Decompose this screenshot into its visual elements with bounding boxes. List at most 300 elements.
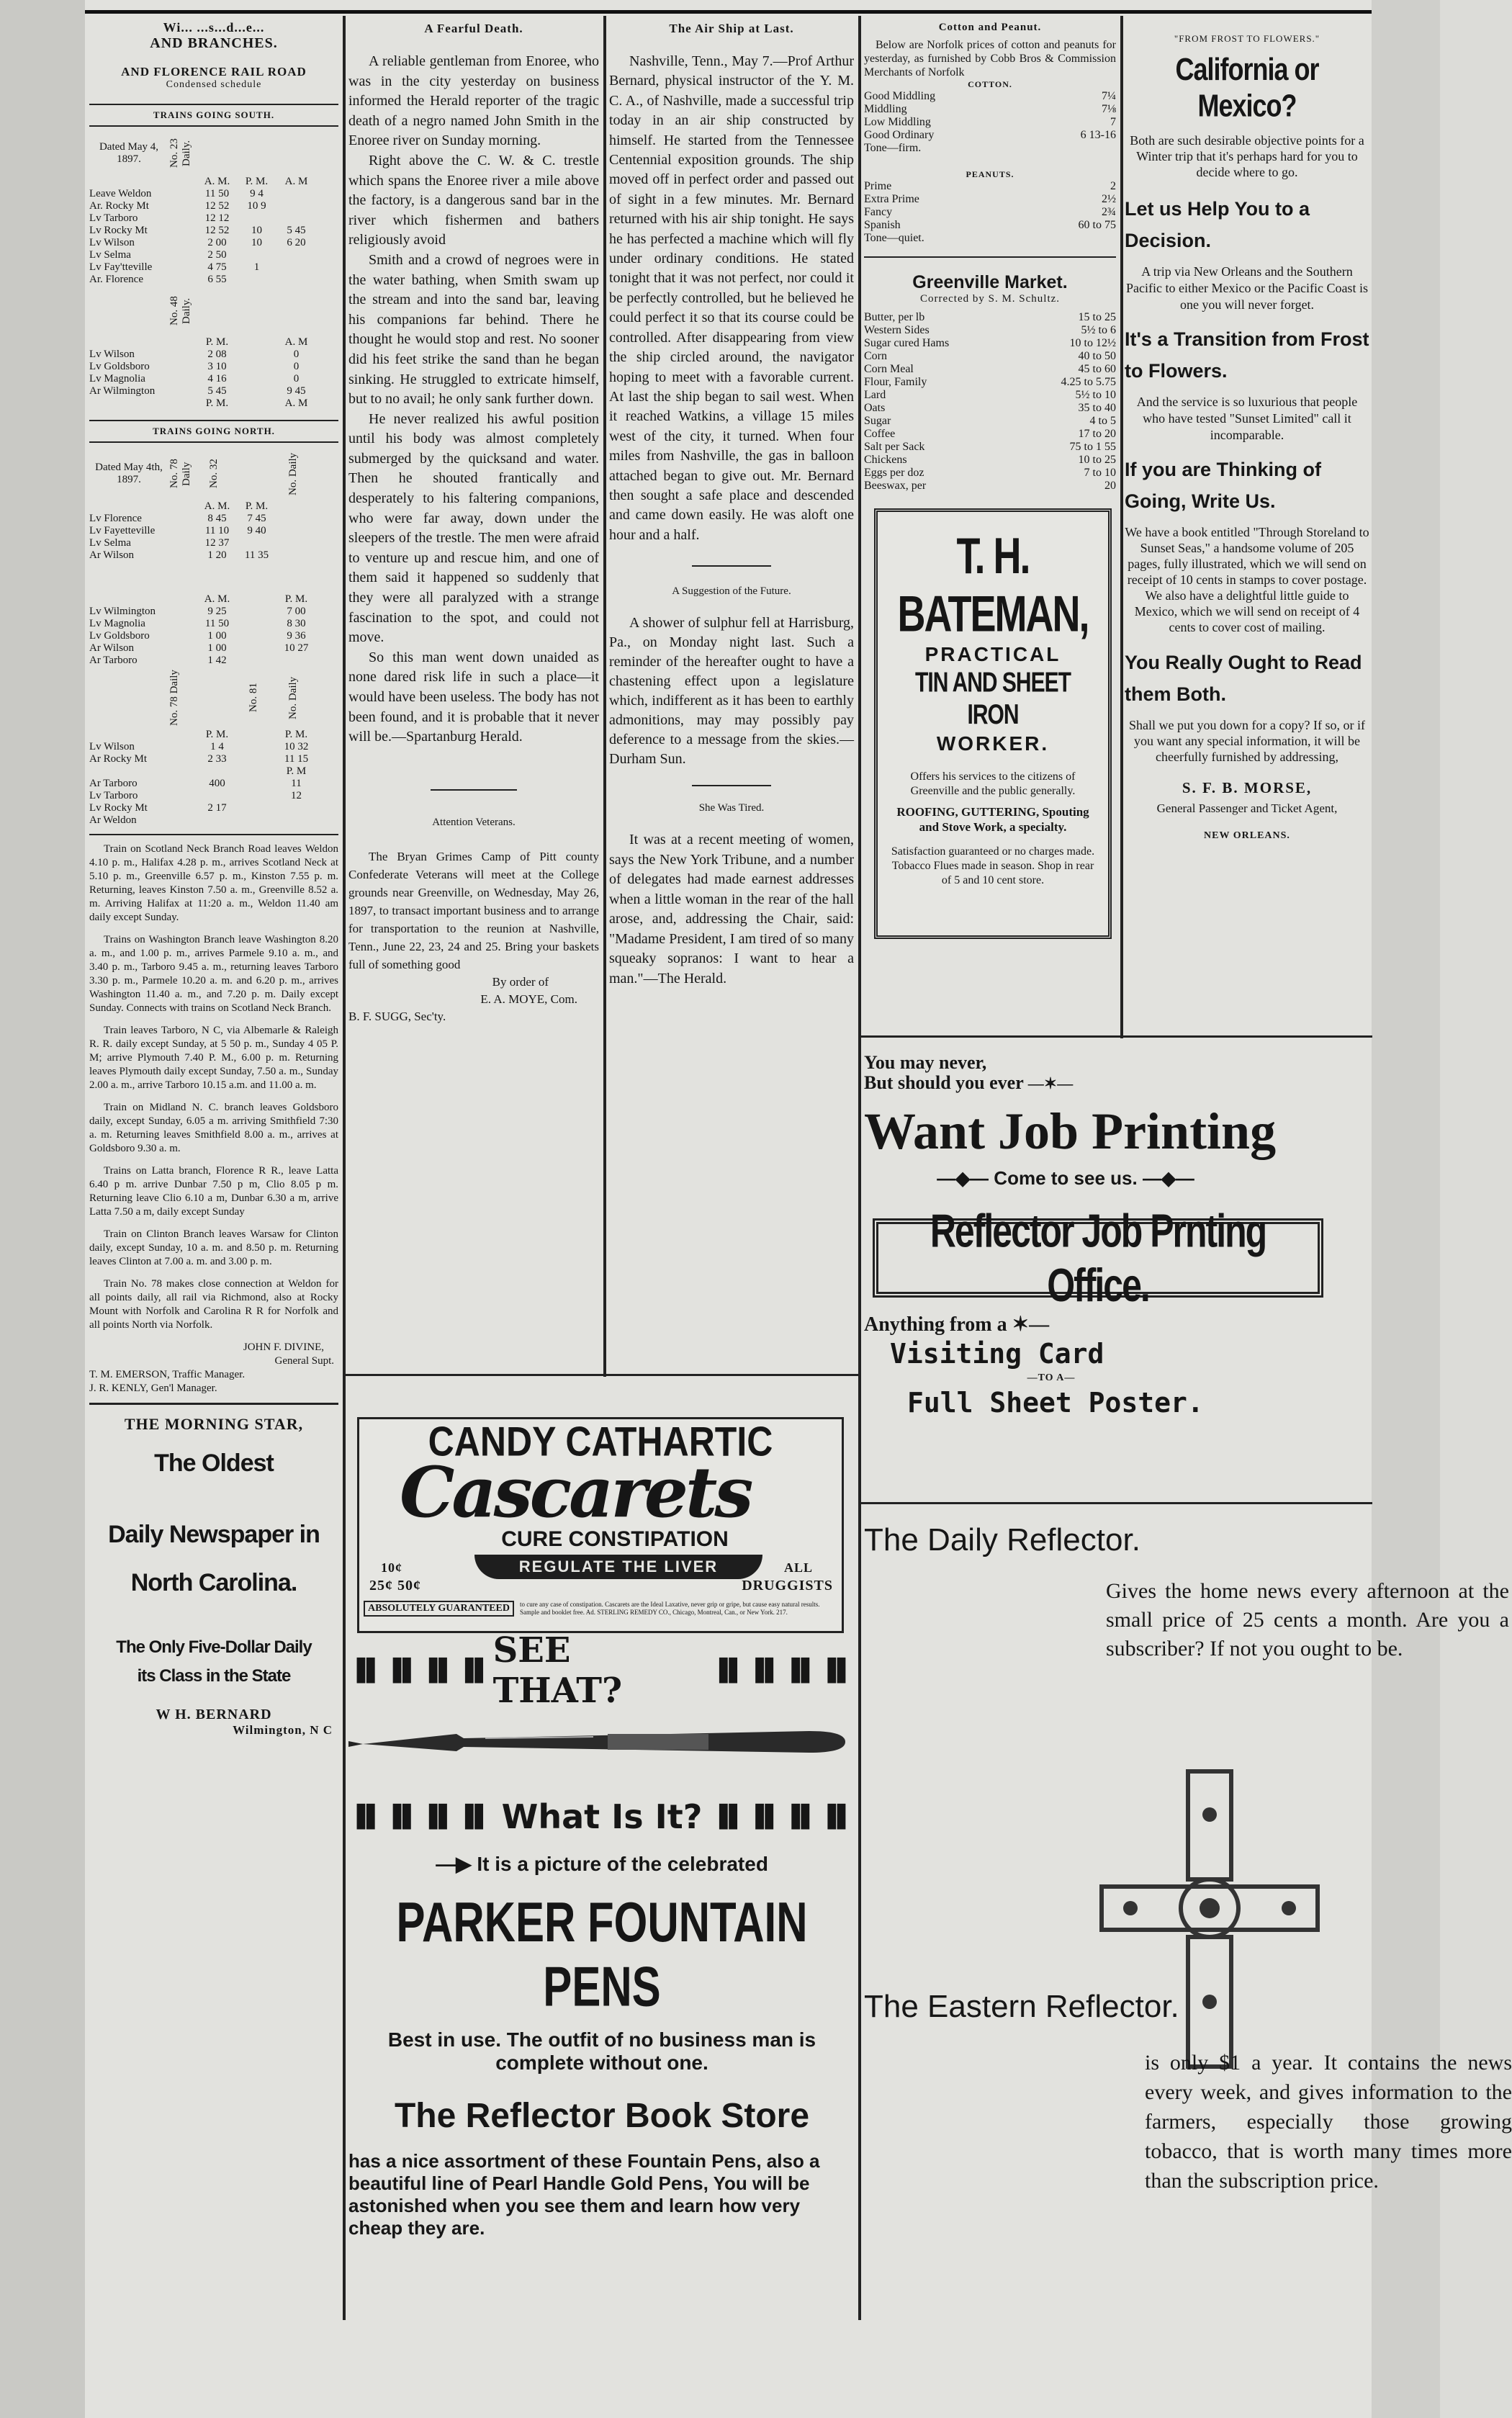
commodity: Good Ordinary <box>864 129 935 141</box>
price-row <box>864 389 1116 402</box>
price: 15 to 25 <box>1078 311 1116 323</box>
morning-star-sig: W H. BERNARD <box>156 1707 272 1722</box>
rule <box>89 104 338 105</box>
morning-star-line2: Daily Newspaper in <box>108 1521 320 1548</box>
station-name: Lv Rocky Mt <box>89 225 148 236</box>
station-name: Ar Tarboro <box>89 778 138 789</box>
price-row <box>864 142 1116 155</box>
what-is-it: What Is It? <box>501 1797 703 1836</box>
timetable-row <box>89 237 338 249</box>
cascarets-price2: 25¢ 50¢ <box>369 1578 421 1594</box>
time-cell: 2 33 <box>207 753 227 765</box>
veterans-text: The Bryan Grimes Camp of Pitt county Confederate Veterans will meet at the College grounds near Greenville, on Wednesday, May 26, 1897, to transact important business and to arrange for transportation to the reunion at Nashville, Tenn., June 22, 23, 24 and 25. Bring your baskets full of something good <box>348 849 599 971</box>
time-cell <box>197 790 237 802</box>
station-name: Lv Fay'tteville <box>89 261 153 273</box>
sp-h4: If you are Thinking of Going, Write Us. <box>1125 459 1322 512</box>
pen-best: Best in use. The outfit of no business man is complete without one. <box>387 2028 816 2074</box>
timetable-row <box>89 373 338 385</box>
timetable-row <box>89 729 338 741</box>
peanuts-label: PEANUTS. <box>966 169 1014 179</box>
price: 2 <box>1110 180 1116 192</box>
station-name: Lv Selma <box>89 537 131 549</box>
sp-sig-title: General Passenger and Ticket Agent, <box>1156 801 1338 815</box>
cascarets-ad <box>357 1417 844 1633</box>
timetable-row <box>89 655 338 667</box>
job-anything <box>864 1312 1368 1336</box>
eastern-text: is only $1 a year. It contains the news every week, and gives information to the farmers, especially those growing tobacco, that is worth many times more than the subscription price. <box>1145 2051 1512 2193</box>
time-cell: 5 45 <box>287 225 306 236</box>
time-cell: 9 40 <box>247 525 266 536</box>
station-name: Lv Goldsboro <box>89 630 150 642</box>
sp-h3: It's a Transition from Frost to Flowers. <box>1125 328 1369 382</box>
time-cell <box>276 500 316 513</box>
timetable-row <box>89 188 338 200</box>
job-office: Reflector Job Prnting Office. <box>930 1204 1266 1312</box>
price: 75 to 1 55 <box>1069 441 1116 453</box>
south-timetable-a <box>89 176 338 286</box>
commodity: Tone—firm. <box>864 142 922 154</box>
article-headline: The Air Ship at Last. <box>669 22 794 35</box>
veterans-sig2: B. F. SUGG, Sec'ty. <box>348 1009 446 1023</box>
schedule-note: Train on Scotland Neck Branch Road leaves Weldon 4.10 p. m., Halifax 4.28 p. m., arrives Scotland Neck at 5.10 p. m., Greenville 6.57 p. m., Kinston 7.55 p. m. Returning, leaves Kinston 7.50 a. m., Greenville 8.52 a. m. Arriving Halifax at 11:20 a. m., Weldon 11.40 am daily except Sunday. <box>89 843 338 923</box>
time-cell: A. M. <box>204 500 230 512</box>
price: 60 to 75 <box>1078 219 1116 231</box>
sp-quote: "FROM FROST TO FLOWERS." <box>1174 33 1320 44</box>
station-name: Ar Wilson <box>89 549 135 561</box>
peanut-prices <box>864 180 1116 245</box>
cascarets-fine: to cure any case of constipation. Cascarets are the Ideal Laxative, never grip or gripe, but cause easy natural results. Sample and booklet free. Ad. STERLING REMEDY CO., Chicago, Montreal, Can., or New York. 217. <box>519 1601 820 1616</box>
job-headline: Want Job Printing <box>864 1102 1277 1160</box>
station-name: Ar Wilson <box>89 642 135 654</box>
timetable-row <box>89 513 338 525</box>
timetable-row <box>89 349 338 361</box>
pen-picture-text: It is a picture of the celebrated <box>477 1853 768 1875</box>
time-cell <box>237 249 276 261</box>
price-row <box>864 103 1116 116</box>
commodity: Western Sides <box>864 324 930 336</box>
north-timetable-c <box>89 729 338 827</box>
time-cell: 1 4 <box>210 741 224 752</box>
time-cell: 9 4 <box>250 188 264 199</box>
commodity: Corn Meal <box>864 363 914 375</box>
time-cell: 10 27 <box>284 642 309 654</box>
commodity: Low Middling <box>864 116 931 128</box>
job-poster: Full Sheet Poster. <box>907 1387 1204 1419</box>
price-row <box>864 480 1116 493</box>
timetable-row <box>89 525 338 537</box>
commodity: Prime <box>864 180 892 192</box>
north-title: TRAINS GOING NORTH. <box>153 426 275 436</box>
sp-p1: Both are such desirable objective points for a Winter trip that it's perhaps hard for you to decide where to go. <box>1130 133 1364 179</box>
time-cell <box>237 729 276 741</box>
time-cell <box>276 537 316 549</box>
time-cell <box>237 349 276 361</box>
commodity: Middling <box>864 103 907 115</box>
rule <box>89 441 338 443</box>
timetable-row <box>89 336 338 349</box>
bateman-ad <box>874 508 1112 939</box>
sp-sig-name: S. F. B. MORSE, <box>1182 779 1313 796</box>
time-cell <box>237 642 276 655</box>
time-cell <box>237 361 276 373</box>
commodity: Eggs per doz <box>864 467 924 479</box>
time-cell: P. M. <box>245 500 269 512</box>
station-name: Lv Tarboro <box>89 790 138 801</box>
job-come <box>864 1167 1267 1190</box>
price-row <box>864 129 1116 142</box>
time-cell: 6 20 <box>287 237 306 248</box>
cotton-label: COTTON. <box>968 79 1012 89</box>
veterans-order: By order of <box>492 974 549 989</box>
job-line2 <box>864 1073 1368 1094</box>
cascarets-druggists: DRUGGISTS <box>742 1578 833 1594</box>
book-store: The Reflector Book Store <box>394 2097 810 2135</box>
price: 4.25 to 5.75 <box>1061 376 1116 388</box>
rule <box>431 789 517 791</box>
rule <box>864 256 1116 258</box>
airship-text: Nashville, Tenn., May 7.—Prof Arthur Bernard, physical instructor of the Y. M. C. A., of Nashville, made a successful trip today in an air ship constructed by himself. He started from the Tennessee Centennial exposition grounds. The ship moved off in perfect order and passed out of sight in a few minutes. Mr. Bernard returned with his air ship tonight. He says he has perfected a machine which will fly under ordinary conditions. He stated tonight that it was not perfect, nor could it be perfectly controlled, but he believed he could perfect it so that its course could be controlled. After disappearing from view the ship circled around, the navigator hoping to meet with a favorable current. At last the ship began to sail west. When it reached Watkins, a village 15 miles west of the city, it turned. When four miles from Nashville, the gas in balloon attached began to give out. Mr. Bernard then sought a safe place and descended and came down easily. He was aloft one hour and a half. <box>609 53 854 543</box>
commodity: Lard <box>864 389 886 401</box>
time-cell <box>276 655 316 667</box>
rule <box>89 125 338 127</box>
sig2: T. M. EMERSON, Traffic Manager. <box>89 1369 246 1380</box>
cascarets-banner <box>474 1555 762 1579</box>
col-head: No. Daily <box>287 452 299 495</box>
job-line2-text: But should you ever <box>864 1072 1024 1093</box>
station-name: Ar Rocky Mt <box>89 753 147 765</box>
job-to: —TO A— <box>1027 1372 1076 1383</box>
schedule-note: Train on Clinton Branch leaves Warsaw for Clinton daily, except Sunday, 10 a. m. and 8.50 p. m. Returning leaves Clinton at 7.00 a. m. and 3.00 p. m. <box>89 1228 338 1267</box>
time-cell: P. M. <box>205 397 229 409</box>
bateman-text: Offers his services to the citizens of Greenville and the public generally. <box>910 770 1076 797</box>
time-cell: 12 <box>291 790 302 801</box>
time-cell <box>276 274 316 286</box>
time-cell <box>237 537 276 549</box>
col-head: No. 78 Daily <box>168 459 192 489</box>
time-cell: 11 15 <box>284 753 309 765</box>
north-table-header-2 <box>89 667 338 729</box>
price: 40 to 50 <box>1078 350 1116 362</box>
cascarets-guarantee: ABSOLUTELY GUARANTEED <box>364 1601 514 1617</box>
time-cell <box>276 525 316 537</box>
commodity: Extra Prime <box>864 193 919 205</box>
ornament-icon: ✶— <box>1012 1313 1050 1336</box>
time-cell <box>276 549 316 562</box>
price: 20 <box>1104 480 1116 492</box>
station-name: Lv Tarboro <box>89 212 138 224</box>
job-come-text: Come to see us. <box>994 1167 1138 1189</box>
price: 2¾ <box>1102 206 1116 218</box>
time-cell: A. M <box>284 176 308 187</box>
col-head: No. 23 Daily. <box>168 138 192 168</box>
markets-column <box>864 22 1116 1044</box>
time-cell <box>237 385 276 397</box>
timetable-row <box>89 537 338 549</box>
schedule-note: Trains on Latta branch, Florence R R., leave Latta 6.40 p m. arrive Dunbar 7.50 p m, Clio 8.05 p m. Returning leave Clio 6.10 a m, Dunbar 6.30 a m, arrive Latta 7.50 a m, daily except Sunday <box>89 1165 338 1218</box>
time-cell <box>237 373 276 385</box>
morning-star-city: Wilmington, N C <box>233 1723 333 1737</box>
time-cell: 10 <box>251 225 262 236</box>
fountain-pen-icon <box>348 1702 852 1781</box>
time-cell <box>237 741 276 753</box>
time-cell: 10 32 <box>284 741 309 752</box>
time-cell: 2 17 <box>207 802 227 814</box>
timetable-row <box>89 261 338 274</box>
time-cell: 6 55 <box>207 274 227 285</box>
sp-sig-city: NEW ORLEANS. <box>1204 830 1290 841</box>
time-cell: 1 00 <box>207 642 227 654</box>
cascarets-cure: CURE CONSTIPATION <box>501 1527 729 1551</box>
time-cell <box>237 753 276 765</box>
col-head: No. 81 <box>248 683 259 713</box>
time-cell <box>276 814 316 827</box>
time-cell: 12 52 <box>204 225 230 236</box>
time-cell: 1 <box>253 261 260 273</box>
article-paragraph: So this man went down unaided as none dared risk life in such a place—it would have been useless. The body has not been found, and it is probable that it never will be.—Spartanburg Herald. <box>348 649 599 745</box>
time-cell <box>276 249 316 261</box>
time-cell: 0 <box>293 349 300 360</box>
north-dated: Dated May 4th, 1897. <box>95 462 163 485</box>
schedule-header-3: AND FLORENCE RAIL ROAD <box>121 65 307 78</box>
timetable-row <box>89 385 338 397</box>
station-name: Ar Wilmington <box>89 385 156 397</box>
schedule-header-1: Wi... ...s...d...e... <box>163 20 265 35</box>
article-paragraph: Smith and a crowd of negroes were in the water bathing, when Smith swam up the stream and into the sand bar, leaving his companions far behind. There he thought he would stop and rest. No sooner did his feet strike the sand than he began sinking. He struggled to extricate himself, but to no avail; he only sank further down. <box>348 251 599 408</box>
rule <box>89 420 338 421</box>
time-cell <box>276 188 316 200</box>
parker-pen-ad <box>348 1630 855 2319</box>
timetable-row <box>89 500 338 513</box>
schedule-note: Train on Midland N. C. branch leaves Goldsboro daily, except Sunday, 6.05 a m. arriving Smithfield 7:30 a. m. Returning leaves Smithfield 8.00 a. m., arrives at Goldsboro 9.30 a. m. <box>89 1102 338 1154</box>
station-name: Lv Rocky Mt <box>89 802 148 814</box>
price: 5½ to 10 <box>1075 389 1116 401</box>
time-cell: 8 45 <box>207 513 227 524</box>
north-timetable-b <box>89 593 338 667</box>
column-rule <box>343 16 346 2320</box>
cascarets-price1: 10¢ <box>381 1560 402 1575</box>
southern-pacific-ad <box>1125 22 1369 1037</box>
station-name <box>89 500 197 513</box>
fearful-death-article <box>348 22 599 1368</box>
timetable-row <box>89 814 338 827</box>
time-cell: 2 08 <box>207 349 227 360</box>
commodity: Good Middling <box>864 90 936 102</box>
timetable-row <box>89 642 338 655</box>
ornament-icon: —✶— <box>1027 1074 1074 1092</box>
time-cell <box>237 397 276 410</box>
south-title: TRAINS GOING SOUTH. <box>153 109 275 120</box>
station-name: Lv Goldsboro <box>89 361 150 372</box>
timetable-row <box>89 630 338 642</box>
morning-star-line1: The Oldest <box>154 1450 274 1477</box>
price-row <box>864 415 1116 428</box>
ornament-icon: ▐▌▐▌▐▌▐▌ <box>711 1804 855 1830</box>
commodity: Fancy <box>864 206 893 218</box>
commodity: Corn <box>864 350 887 362</box>
sp-p3: And the service is so luxurious that people who have tested "Sunset Limited" call it incomparable. <box>1136 395 1358 442</box>
time-cell: 11 50 <box>204 618 230 629</box>
price-row <box>864 337 1116 350</box>
station-name: Lv Selma <box>89 249 131 261</box>
time-cell: 1 00 <box>207 630 227 642</box>
commodity: Tone—quiet. <box>864 232 924 244</box>
cascarets-brand: Cascarets <box>400 1452 751 1533</box>
timetable-row <box>89 790 338 802</box>
timetable-row <box>89 200 338 212</box>
market-prices <box>864 311 1116 493</box>
flourish-icon: ―◆― <box>1142 1167 1194 1189</box>
time-cell <box>237 336 276 349</box>
time-cell: P. M <box>286 765 307 777</box>
job-office-box <box>873 1204 1323 1312</box>
ornament-icon: ▐▌▐▌▐▌▐▌ <box>348 1804 493 1830</box>
timetable-row <box>89 549 338 562</box>
time-cell: 9 25 <box>207 606 227 617</box>
cascarets-banner-text: REGULATE THE LIVER <box>518 1558 719 1576</box>
sp-p4: We have a book entitled "Through Storeland to Sunset Seas," a handsome volume of 205 pages, fully illustrated, which we will send on receipt of 10 cents in stamps to cover postage. We also have a delightful little guide to Mexico, which we will send on receipt of 4 cents to cover cost of mailing. <box>1125 525 1369 634</box>
parker-title: PARKER FOUNTAIN PENS <box>396 1890 808 2018</box>
commodity: Beeswax, per <box>864 480 927 492</box>
timetable-row <box>89 212 338 225</box>
column-rule <box>858 16 861 2320</box>
timetable-row <box>89 765 338 778</box>
bateman-footer: Satisfaction guaranteed or no charges made. Tobacco Flues made in season. Shop in rear of 5 and 10 cent store. <box>891 845 1095 886</box>
see-that: SEE THAT? <box>492 1630 623 1711</box>
article-headline: A Fearful Death. <box>424 22 523 35</box>
price: 4 to 5 <box>1089 415 1116 427</box>
cotton-intro: Below are Norfolk prices of cotton and peanuts for yesterday, as furnished by Cobb Bros & Commission Merchants of Norfolk <box>864 39 1116 78</box>
price-row <box>864 193 1116 206</box>
south-table-header-2 <box>89 286 338 336</box>
time-cell: 10 <box>251 237 262 248</box>
section-rule <box>861 1502 1372 1504</box>
cascarets-top: CANDY CATHARTIC <box>428 1418 773 1465</box>
station-name: Lv Wilson <box>89 741 135 752</box>
time-cell: P. M. <box>245 176 269 187</box>
commodity: Sugar <box>864 415 891 427</box>
time-cell <box>237 802 276 814</box>
time-cell: A. M. <box>204 176 230 187</box>
price: 6 13-16 <box>1080 129 1116 141</box>
time-cell: P. M. <box>284 729 308 740</box>
commodity: Salt per Sack <box>864 441 925 453</box>
time-cell: 12 37 <box>204 537 230 549</box>
cotton-headline: Cotton and Peanut. <box>938 22 1042 33</box>
bateman-name: T. H. BATEMAN, <box>897 528 1089 643</box>
time-cell <box>276 212 316 225</box>
cotton-prices <box>864 90 1116 155</box>
greenville-market-headline: Greenville Market. <box>912 272 1068 292</box>
sp-title: California or Mexico? <box>1175 51 1319 124</box>
schedule-note: Trains on Washington Branch leave Washington 8.20 a. m., and 1.00 p. m., arrives Parmele 9.10 a. m., and 3.40 p. m., Tarboro 9.45 a. m., returning leaves Tarboro 3.30 p. m., Parmele 10.20 a. m. and 6.20 p. m., arrives Washington 11.40 a. m., and 7.20 p. m. Daily except Sunday. Connects with trains on Scotland Neck Branch. <box>89 934 338 1014</box>
station-name: Ar. Florence <box>89 274 143 285</box>
price-row <box>864 90 1116 103</box>
rule <box>89 834 338 835</box>
schedule-header-4: Condensed schedule <box>166 79 262 90</box>
market-sub: Corrected by S. M. Schultz. <box>919 293 1061 305</box>
time-cell: 9 36 <box>287 630 306 642</box>
time-cell <box>237 790 276 802</box>
time-cell: 2 50 <box>207 249 227 261</box>
job-anything-text: Anything from a <box>864 1313 1007 1336</box>
schedule-header-2: AND BRANCHES. <box>150 35 278 51</box>
price: 10 to 12½ <box>1069 337 1116 349</box>
station-name: Lv Wilson <box>89 237 135 248</box>
morning-star-line5: its Class in the State <box>137 1666 291 1686</box>
station-name: Lv Fayetteville <box>89 525 156 536</box>
time-cell: A. M <box>284 397 308 409</box>
sp-p2: A trip via New Orleans and the Southern Pacific to either Mexico or the Pacific Coast is one you will never forget. <box>1126 264 1368 312</box>
timetable-row <box>89 778 338 790</box>
time-cell: 0 <box>293 361 300 372</box>
time-cell <box>197 814 237 827</box>
time-cell: 11 10 <box>204 525 230 536</box>
suggestion-text: A shower of sulphur fell at Harrisburg, Pa., on Monday night last. Such a reminder of the hereafter ought to have a chastening effect upon a legislature which, indifferent as it has been to earthly admonitions, may may possibly pay deference to a message from the skies.—Durham Sun. <box>609 615 854 768</box>
eastern-reflector-ad <box>864 1989 1512 2306</box>
time-cell: 7 00 <box>287 606 306 617</box>
veterans-sig1: E. A. MOYE, Com. <box>480 992 577 1006</box>
article-body <box>348 52 599 747</box>
time-cell: 12 52 <box>204 200 230 212</box>
eastern-title: The Eastern Reflector. <box>864 1989 1179 2024</box>
commodity: Oats <box>864 402 886 414</box>
time-cell: A. M. <box>204 593 230 605</box>
column-rule <box>1120 16 1123 1038</box>
what-row <box>348 1792 855 1842</box>
railroad-schedule <box>89 20 338 2310</box>
price-row <box>864 206 1116 219</box>
price-row <box>864 350 1116 363</box>
schedule-note: Train No. 78 makes close connection at Weldon for all points daily, all rail via Richmond, also at Rocky Mount with Norfolk and Carolina R R for Norfolk and all points North via Norfolk. <box>89 1278 338 1331</box>
station-name <box>89 176 197 188</box>
time-cell <box>237 765 276 778</box>
time-cell: 10 9 <box>247 200 266 212</box>
sp-h5: You Really Ought to Read them Both. <box>1125 652 1362 705</box>
tired-text: It was at a recent meeting of women, says the New York Tribune, and a number of delegates had made earnest addresses when a little woman in the rear of the hall arose, and, addressing the Chair, said: "Madame President, I am tired of so many squeaky sopranos: I want to hear a man."—The Herald. <box>609 832 854 986</box>
station-name: Lv Florence <box>89 513 142 524</box>
time-cell: 5 45 <box>207 385 227 397</box>
rule <box>89 1403 338 1405</box>
timetable-row <box>89 361 338 373</box>
station-name: Leave Weldon <box>89 188 152 199</box>
timetable-row <box>89 618 338 630</box>
timetable-row <box>89 606 338 618</box>
timetable-row <box>89 397 338 410</box>
flourish-icon: ―◆― <box>937 1167 989 1189</box>
price: 45 to 60 <box>1078 363 1116 375</box>
time-cell <box>237 593 276 606</box>
pen-picture <box>348 1852 855 1876</box>
station-name: Ar Weldon <box>89 814 137 826</box>
bateman-line2: TIN AND SHEET IRON <box>915 667 1071 730</box>
bateman-line3: WORKER. <box>936 732 1050 755</box>
time-cell: 11 35 <box>244 549 269 561</box>
timetable-row <box>89 802 338 814</box>
commodity: Flour, Family <box>864 376 927 388</box>
station-name <box>89 729 197 741</box>
daily-text: Gives the home news every afternoon at the small price of 25 cents a month. Are you a subscriber? If not you ought to be. <box>1106 1579 1509 1660</box>
commodity: Coffee <box>864 428 896 440</box>
timetable-row <box>89 593 338 606</box>
col-head: No. 32 <box>208 459 220 489</box>
price-row <box>864 454 1116 467</box>
price: 7¼ <box>1102 90 1116 102</box>
daily-reflector-ad <box>864 1512 1509 1815</box>
sig3: J. R. KENLY, Gen'l Manager. <box>89 1383 217 1394</box>
sig1-title: General Supt. <box>274 1355 334 1367</box>
schedule-note: Train leaves Tarboro, N C, via Albemarle & Raleigh R. R. daily except Sunday, at 5 50 p. m., Sunday 4 05 P. M; arrive Plymouth 7.40 P. M., 6.00 p. m. Returning leaves Plymouth daily except Sunday, 7.50 a. m., Sunday 2.00 a. m., arrive Tarboro 10.15 a.m. and 11.00 a. m. <box>89 1025 338 1091</box>
rule <box>692 565 771 567</box>
